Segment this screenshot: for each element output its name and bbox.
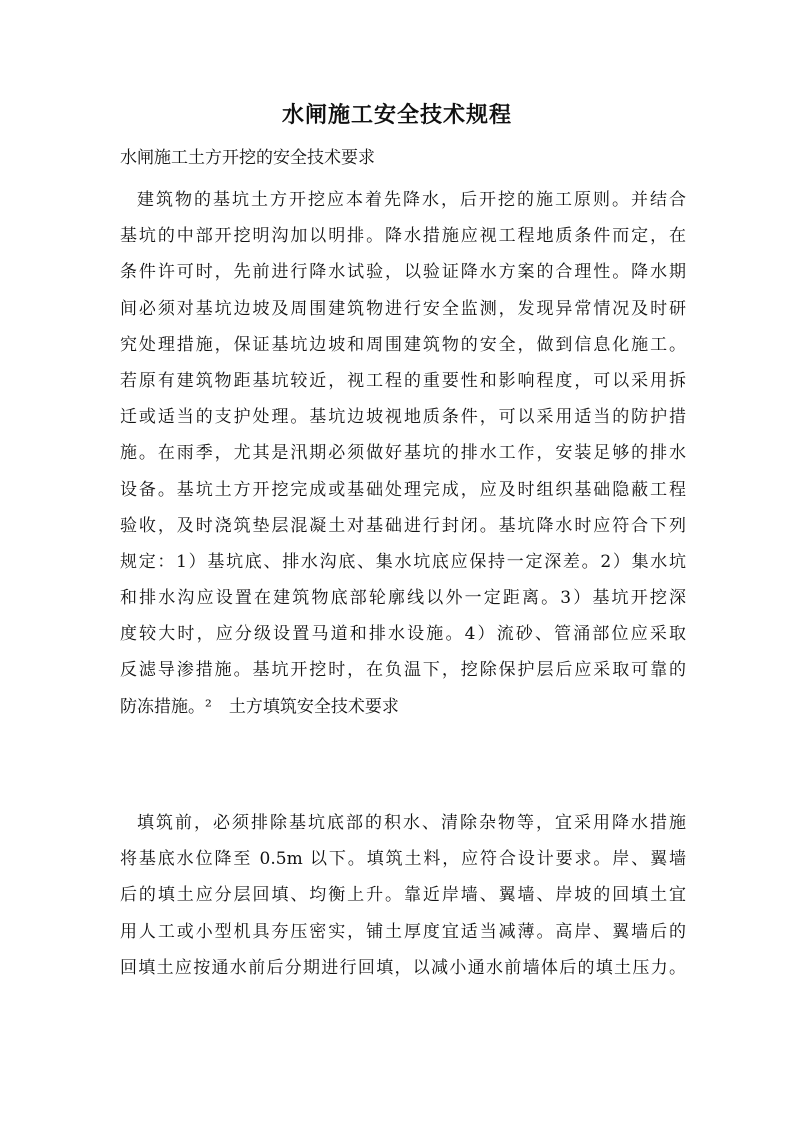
paragraph-line: 填筑前，必须排除基坑底部的积水、清除杂物等，宜采用降水措施 — [137, 813, 686, 833]
paragraph-line: 迁或适当的支护处理。基坑边坡视地质条件，可以采用适当的防护措 — [120, 407, 686, 428]
paragraph-line: 条件许可时，先前进行降水试验，以验证降水方案的合理性。降水期 — [120, 262, 686, 283]
paragraph-line: 若原有建筑物距基坑较近，视工程的重要性和影响程度，可以采用拆 — [120, 370, 686, 391]
paragraph-line: 后的填土应分层回填、均衡上升。靠近岸墙、翼墙、岸坡的回填土宜 — [120, 885, 686, 906]
paragraph-line: 和排水沟应设置在建筑物底部轮廓线以外一定距离。3）基坑开挖深 — [120, 588, 686, 609]
section-heading: 水闸施工土方开挖的安全技术要求 — [120, 148, 375, 168]
paragraph-line: 施。在雨季，尤其是汛期必须做好基坑的排水工作，安装足够的排水 — [120, 443, 686, 464]
paragraph-line: 设备。基坑土方开挖完成或基础处理完成，应及时组织基础隐蔽工程 — [120, 479, 686, 500]
paragraph-line: 度较大时，应分级设置马道和排水设施。4）流砂、管涌部位应采取 — [120, 624, 686, 645]
paragraph-line: 回填土应按通水前后分期进行回填，以减小通水前墙体后的填土压力。 — [120, 957, 686, 978]
paragraph-excavation — [120, 182, 686, 725]
paragraph-line: 究处理措施，保证基坑边坡和周围建筑物的安全，做到信息化施工。 — [120, 334, 686, 355]
paragraph-line: 建筑物的基坑土方开挖应本着先降水，后开挖的施工原则。并结合 — [137, 190, 686, 210]
paragraph-line: 防冻措施。² 土方填筑安全技术要求 — [120, 696, 399, 717]
document-title: 水闸施工安全技术规程 — [281, 102, 512, 128]
paragraph-line: 将基底水位降至 0.5m 以下。填筑土料，应符合设计要求。岸、翼墙 — [120, 849, 686, 870]
paragraph-line: 验收，及时浇筑垫层混凝土对基础进行封闭。基坑降水时应符合下列 — [120, 515, 686, 536]
paragraph-line: 间必须对基坑边坡及周围建筑物进行安全监测，发现异常情况及时研 — [120, 298, 686, 319]
paragraph-line: 规定：1）基坑底、排水沟底、集水坑底应保持一定深差。2）集水坑 — [120, 551, 686, 572]
paragraph-line: 基坑的中部开挖明沟加以明排。降水措施应视工程地质条件而定，在 — [120, 226, 686, 247]
paragraph-line: 用人工或小型机具夯压密实，铺土厚度宜适当减薄。高岸、翼墙后的 — [120, 921, 686, 942]
paragraph-line: 反滤导渗措施。基坑开挖时，在负温下，挖除保护层后应采取可靠的 — [120, 660, 686, 681]
paragraph-filling — [120, 805, 686, 986]
